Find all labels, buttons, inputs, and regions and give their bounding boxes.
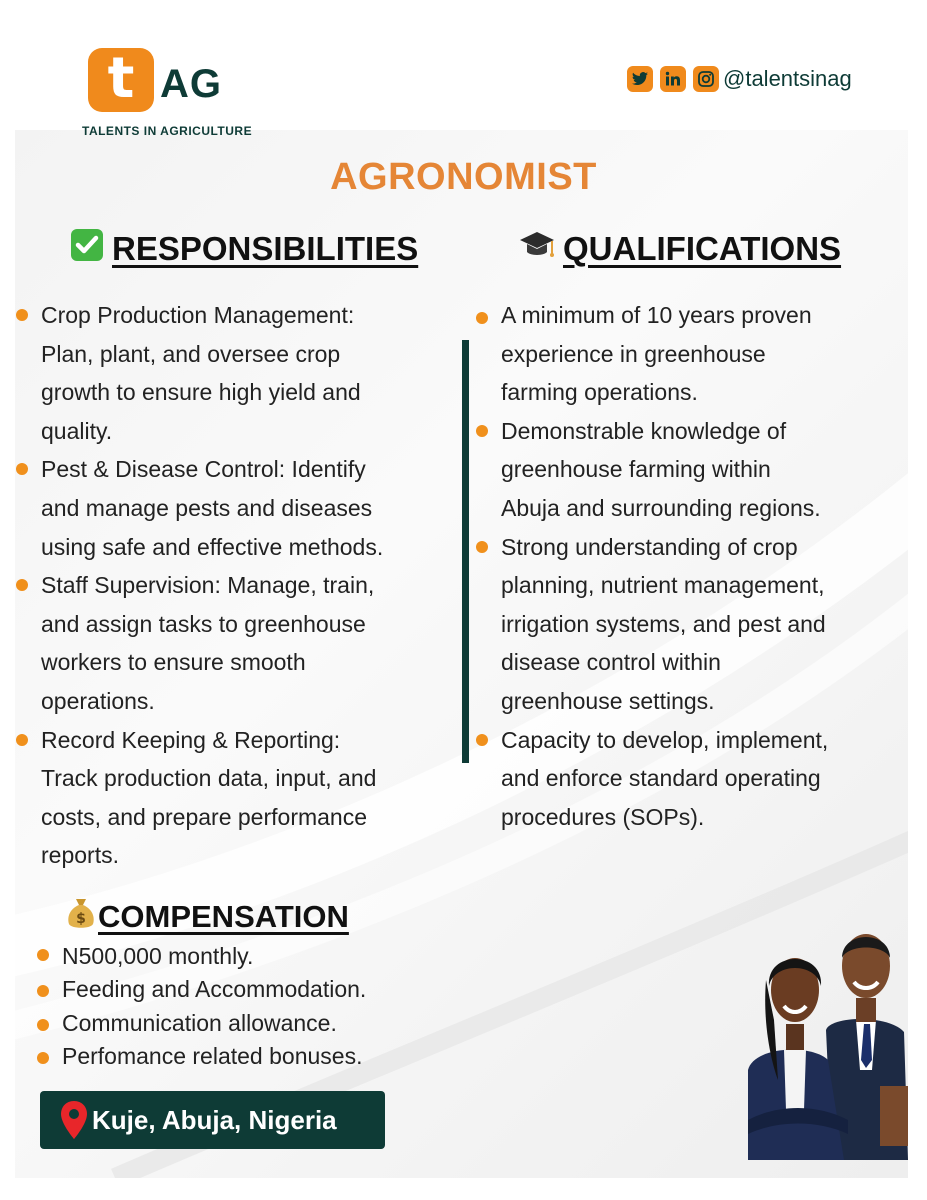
linkedin-icon[interactable] bbox=[660, 66, 686, 92]
professionals-photo bbox=[748, 920, 908, 1160]
qualifications-heading-text: QUALIFICATIONS bbox=[563, 230, 842, 267]
list-item: Staff Supervision: Manage, train, and assign tasks to greenhouse workers to ensure smooth operations. bbox=[41, 566, 461, 720]
compensation-heading-text: COMPENSATION bbox=[98, 899, 349, 934]
location-badge bbox=[40, 1091, 385, 1149]
bullet-dot bbox=[476, 734, 488, 746]
list-item: Strong understanding of crop planning, nutrient management, irrigation systems, and pest and disease control within greenhouse settings. bbox=[501, 528, 906, 721]
check-box-icon bbox=[70, 228, 104, 270]
list-item: A minimum of 10 years proven experience in greenhouse farming operations. bbox=[501, 296, 906, 412]
svg-text:$: $ bbox=[76, 911, 86, 927]
map-pin-icon bbox=[60, 1100, 88, 1140]
qualifications-heading bbox=[519, 228, 841, 270]
responsibilities-list bbox=[41, 296, 461, 875]
bullet-dot bbox=[37, 1019, 49, 1031]
bullet-dot bbox=[476, 541, 488, 553]
list-item: Record Keeping & Reporting: Track production data, input, and costs, and prepare performance reports. bbox=[41, 721, 461, 875]
compensation-list bbox=[62, 940, 442, 1073]
list-item: Crop Production Management: Plan, plant, and oversee crop growth to ensure high yield and quality. bbox=[41, 296, 461, 450]
bullet-dot bbox=[16, 309, 28, 321]
list-item: Perfomance related bonuses. bbox=[62, 1040, 442, 1073]
money-bag-icon bbox=[66, 896, 96, 938]
list-item: Pest & Disease Control: Identify and manage pests and diseases using safe and effective methods. bbox=[41, 450, 461, 566]
instagram-icon[interactable] bbox=[693, 66, 719, 92]
list-item: N500,000 monthly. bbox=[62, 940, 442, 973]
responsibilities-heading-text: RESPONSIBILITIES bbox=[112, 230, 419, 267]
social-handle[interactable]: @talentsinag bbox=[723, 66, 852, 91]
list-item: Capacity to develop, implement, and enforce standard operating procedures (SOPs). bbox=[501, 721, 906, 837]
column-divider bbox=[462, 340, 469, 763]
responsibilities-heading bbox=[70, 228, 418, 270]
list-item: Demonstrable knowledge of greenhouse farming within Abuja and surrounding regions. bbox=[501, 412, 906, 528]
logo-letter: t bbox=[107, 46, 135, 111]
list-item: Feeding and Accommodation. bbox=[62, 973, 442, 1006]
bullet-dot bbox=[476, 425, 488, 437]
page-title: AGRONOMIST bbox=[330, 156, 597, 198]
bullet-dot bbox=[37, 1052, 49, 1064]
qualifications-list bbox=[501, 296, 906, 836]
social-links bbox=[627, 66, 852, 92]
logo-text: AG bbox=[160, 62, 222, 106]
compensation-heading bbox=[66, 896, 349, 938]
bullet-dot bbox=[476, 312, 488, 324]
location-text: Kuje, Abuja, Nigeria bbox=[92, 1104, 337, 1135]
twitter-icon[interactable] bbox=[627, 66, 653, 92]
bullet-dot bbox=[16, 734, 28, 746]
graduation-cap-icon bbox=[519, 228, 555, 270]
bullet-dot bbox=[37, 949, 49, 961]
list-item: Communication allowance. bbox=[62, 1007, 442, 1040]
logo-tagline: TALENTS IN AGRICULTURE bbox=[82, 124, 253, 138]
